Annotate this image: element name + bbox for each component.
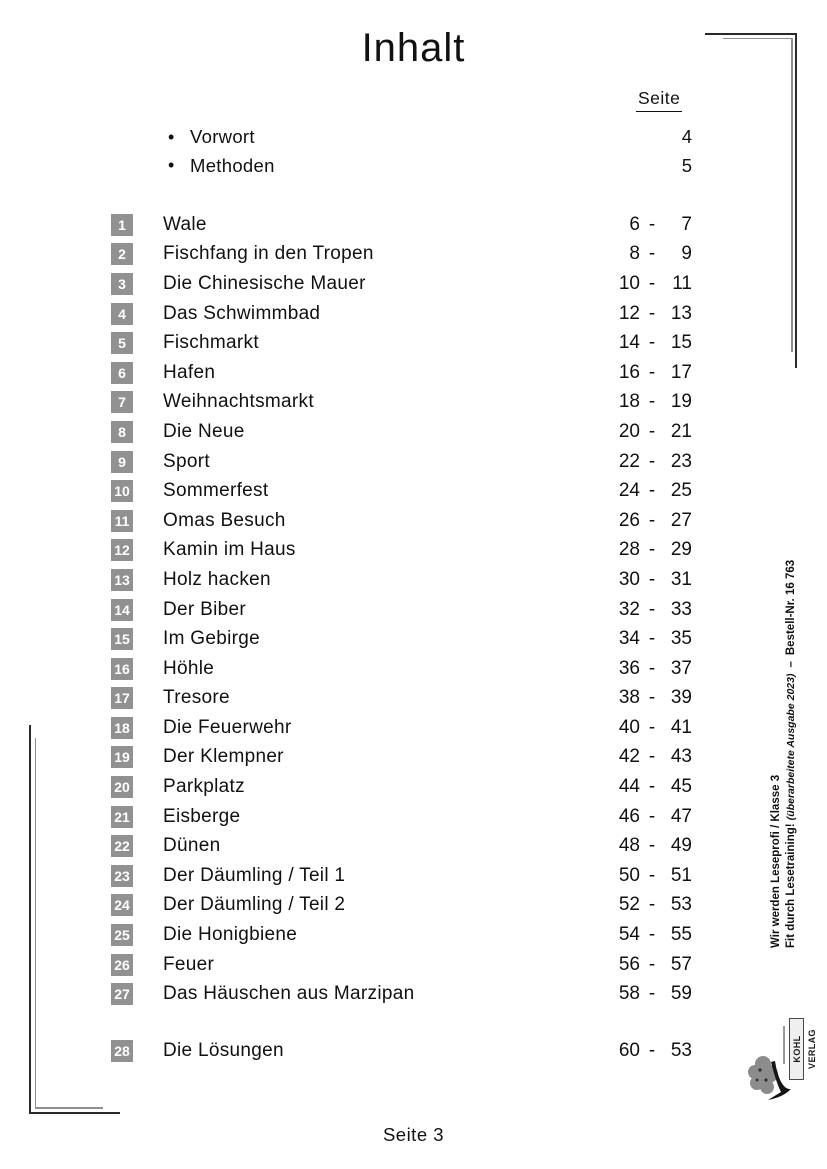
chapter-title: Die Honigbiene	[163, 924, 298, 946]
page-range-dash: -	[648, 420, 656, 442]
chapter-number-badge: 14	[111, 599, 133, 621]
edition-line2-bold: Fit durch Lesetraining!	[785, 823, 797, 948]
page-range-dash: -	[648, 391, 656, 413]
corner-frame-bottom-left-inner-h	[35, 1107, 103, 1109]
chapter-title: Dünen	[163, 835, 221, 857]
chapter-number-badge: 9	[111, 451, 133, 473]
page-range-dash: -	[648, 687, 656, 709]
page-from: 20	[618, 420, 640, 442]
chapter-title: Der Däumling / Teil 2	[163, 894, 346, 916]
toc-row	[111, 654, 692, 684]
toc-row	[111, 536, 692, 566]
page-from: 52	[618, 894, 640, 916]
page-to: 35	[670, 628, 692, 650]
page-to: 11	[672, 272, 692, 294]
front-matter-label: Methoden	[190, 154, 275, 176]
page-range-dash: -	[648, 1039, 656, 1061]
page-to: 21	[670, 420, 692, 442]
page-from: 28	[618, 539, 640, 561]
edition-line1: Wir werden Leseprofi / Klasse 3	[770, 774, 782, 948]
page-from: 34	[618, 628, 640, 650]
front-matter-page: 5	[681, 154, 692, 176]
page-range-dash: -	[648, 864, 656, 886]
page-from: 38	[618, 687, 640, 709]
page-to: 31	[670, 568, 692, 590]
page-range-dash: -	[648, 835, 656, 857]
chapter-title: Die Lösungen	[163, 1039, 284, 1061]
toc-row	[111, 1036, 692, 1066]
chapter-number-badge: 1	[111, 214, 133, 236]
bullet-icon: •	[168, 126, 175, 147]
page-range-dash: -	[648, 213, 656, 235]
edition-line2-sep: –	[785, 661, 797, 668]
page-range-dash: -	[648, 716, 656, 738]
toc-row	[111, 565, 692, 595]
toc-row	[111, 743, 692, 773]
chapter-number-badge: 15	[111, 628, 133, 650]
page-to: 9	[681, 243, 692, 265]
page-from: 14	[618, 332, 640, 354]
page-to: 51	[670, 864, 692, 886]
chapter-title: Feuer	[163, 953, 215, 975]
chapter-title: Tresore	[163, 687, 230, 709]
chapter-number-badge: 21	[111, 806, 133, 828]
chapter-number-badge: 2	[111, 243, 133, 265]
chapter-title: Fischfang in den Tropen	[163, 243, 374, 265]
edition-info-vertical	[769, 560, 799, 948]
page-to: 19	[670, 391, 692, 413]
page-to: 47	[670, 805, 692, 827]
page-from: 10	[618, 272, 640, 294]
page-to: 27	[670, 509, 692, 531]
page-range-dash: -	[648, 953, 656, 975]
page-range-dash: -	[648, 805, 656, 827]
page-from: 56	[618, 953, 640, 975]
corner-frame-top-right-inner-h	[723, 38, 793, 40]
page-range-dash: -	[648, 243, 656, 265]
publisher-tree-icon	[748, 1050, 792, 1104]
page-to: 53	[670, 1039, 692, 1061]
page-from: 22	[618, 450, 640, 472]
toc-row	[111, 210, 692, 240]
toc-row	[111, 476, 692, 506]
toc-row	[111, 269, 692, 299]
toc-row	[111, 299, 692, 329]
corner-frame-bottom-left-outer-h	[29, 1112, 120, 1114]
chapter-number-badge: 3	[111, 273, 133, 295]
toc-row	[111, 624, 692, 654]
page-from: 50	[618, 864, 640, 886]
page-range-dash: -	[648, 924, 656, 946]
page-range-dash: -	[648, 568, 656, 590]
toc-row	[111, 417, 692, 447]
chapter-number-badge: 17	[111, 687, 133, 709]
toc-row	[111, 831, 692, 861]
page-from: 60	[618, 1039, 640, 1061]
page-from: 30	[618, 568, 640, 590]
chapter-title: Sport	[163, 450, 210, 472]
toc-row	[111, 891, 692, 921]
page-to: 15	[670, 332, 692, 354]
front-matter-row	[168, 152, 692, 181]
page-number-footer: Seite 3	[382, 1124, 445, 1145]
publisher-logo: KOHL VERLAG	[789, 1018, 804, 1080]
page-to: 55	[670, 924, 692, 946]
page-from: 24	[618, 480, 640, 502]
chapter-number-badge: 11	[111, 510, 133, 532]
chapter-number-badge: 28	[111, 1040, 133, 1062]
page-from: 18	[618, 391, 640, 413]
page-from: 6	[629, 213, 640, 235]
chapter-number-badge: 12	[111, 539, 133, 561]
chapter-number-badge: 4	[111, 303, 133, 325]
page-to: 23	[670, 450, 692, 472]
chapter-title: Die Neue	[163, 420, 245, 442]
page-range-dash: -	[648, 894, 656, 916]
chapter-number-badge: 16	[111, 658, 133, 680]
publisher-slogan-mark	[783, 1026, 785, 1064]
corner-frame-bottom-left-inner-v	[35, 738, 37, 1108]
chapter-title: Der Biber	[163, 598, 246, 620]
page-range-dash: -	[648, 628, 656, 650]
page-to: 17	[670, 361, 692, 383]
bullet-icon: •	[168, 155, 175, 176]
page-title: Inhalt	[361, 26, 466, 70]
chapter-number-badge: 19	[111, 746, 133, 768]
front-matter-page: 4	[681, 126, 692, 148]
page-range-dash: -	[648, 598, 656, 620]
page-to: 29	[670, 539, 692, 561]
chapter-title: Die Chinesische Mauer	[163, 272, 366, 294]
toc-row	[111, 802, 692, 832]
page-from: 8	[629, 243, 640, 265]
front-matter-list	[168, 123, 692, 180]
page-from: 40	[618, 716, 640, 738]
toc-row	[111, 388, 692, 418]
corner-frame-top-right-outer-v	[795, 33, 797, 368]
page-to: 13	[670, 302, 692, 324]
page-from: 32	[618, 598, 640, 620]
page-range-dash: -	[648, 776, 656, 798]
toc-row	[111, 684, 692, 714]
chapter-title: Das Häuschen aus Marzipan	[163, 983, 415, 1005]
page-to: 39	[670, 687, 692, 709]
toc-row	[111, 447, 692, 477]
page-to: 7	[681, 213, 692, 235]
page-range-dash: -	[648, 302, 656, 324]
toc-row	[111, 595, 692, 625]
chapter-number-badge: 6	[111, 362, 133, 384]
toc-row	[111, 920, 692, 950]
toc-row	[111, 358, 692, 388]
toc-row	[111, 328, 692, 358]
chapter-number-badge: 13	[111, 569, 133, 591]
chapter-number-badge: 22	[111, 835, 133, 857]
chapter-title: Holz hacken	[163, 568, 271, 590]
chapter-number-badge: 10	[111, 480, 133, 502]
page-from: 58	[618, 983, 640, 1005]
chapter-number-badge: 24	[111, 894, 133, 916]
page-range-dash: -	[648, 450, 656, 472]
page-to: 41	[670, 716, 692, 738]
edition-line2	[784, 560, 799, 948]
corner-frame-top-right-inner-v	[791, 38, 793, 352]
page-to: 37	[670, 657, 692, 679]
page-from: 12	[618, 302, 640, 324]
page-to: 53	[670, 894, 692, 916]
page-from: 48	[618, 835, 640, 857]
page-range-dash: -	[648, 539, 656, 561]
page-range-dash: -	[648, 361, 656, 383]
chapter-title: Omas Besuch	[163, 509, 286, 531]
front-matter-row	[168, 123, 692, 152]
page-column-header: Seite	[636, 88, 682, 112]
chapter-title: Kamin im Haus	[163, 539, 296, 561]
page-from: 36	[618, 657, 640, 679]
page-to: 33	[670, 598, 692, 620]
chapter-title: Weihnachtsmarkt	[163, 391, 314, 413]
corner-frame-bottom-left-outer-v	[29, 725, 31, 1114]
toc-row	[111, 713, 692, 743]
edition-line2-ordernr: Bestell-Nr. 16 763	[785, 559, 797, 656]
chapter-number-badge: 7	[111, 391, 133, 413]
chapter-title: Fischmarkt	[163, 332, 259, 354]
page-to: 43	[670, 746, 692, 768]
page-range-dash: -	[648, 746, 656, 768]
chapter-number-badge: 5	[111, 332, 133, 354]
page-to: 25	[670, 480, 692, 502]
toc-row	[111, 506, 692, 536]
chapter-title: Im Gebirge	[163, 628, 260, 650]
chapter-title: Der Däumling / Teil 1	[163, 864, 346, 886]
chapter-number-badge: 26	[111, 954, 133, 976]
page-to: 45	[670, 776, 692, 798]
chapter-number-badge: 18	[111, 717, 133, 739]
page-from: 16	[618, 361, 640, 383]
toc-row	[111, 772, 692, 802]
page-from: 44	[618, 776, 640, 798]
corner-frame-top-right-outer-h	[705, 33, 797, 35]
chapter-title: Sommerfest	[163, 480, 269, 502]
chapter-number-badge: 20	[111, 776, 133, 798]
page-to: 59	[670, 983, 692, 1005]
toc-row	[111, 979, 692, 1009]
chapter-number-badge: 23	[111, 865, 133, 887]
edition-line2-italic: (überarbeitete Ausgabe 2023)	[785, 673, 797, 821]
chapter-title: Der Klempner	[163, 746, 284, 768]
page-range-dash: -	[648, 272, 656, 294]
toc-list	[111, 210, 692, 1066]
chapter-title: Eisberge	[163, 805, 241, 827]
page-from: 54	[618, 924, 640, 946]
toc-row	[111, 240, 692, 270]
page-to: 57	[670, 953, 692, 975]
chapter-title: Wale	[163, 213, 207, 235]
page-range-dash: -	[648, 332, 656, 354]
front-matter-label: Vorwort	[190, 126, 255, 148]
chapter-title: Höhle	[163, 657, 215, 679]
toc-row	[111, 950, 692, 980]
toc-row	[111, 861, 692, 891]
chapter-title: Parkplatz	[163, 776, 245, 798]
page-from: 42	[618, 746, 640, 768]
page-from: 46	[618, 805, 640, 827]
page-to: 49	[670, 835, 692, 857]
page-range-dash: -	[648, 509, 656, 531]
chapter-title: Hafen	[163, 361, 216, 383]
chapter-number-badge: 8	[111, 421, 133, 443]
chapter-number-badge: 27	[111, 983, 133, 1005]
chapter-title: Das Schwimmbad	[163, 302, 321, 324]
page-range-dash: -	[648, 657, 656, 679]
page-range-dash: -	[648, 480, 656, 502]
chapter-number-badge: 25	[111, 924, 133, 946]
chapter-title: Die Feuerwehr	[163, 716, 292, 738]
page-from: 26	[618, 509, 640, 531]
page-range-dash: -	[648, 983, 656, 1005]
